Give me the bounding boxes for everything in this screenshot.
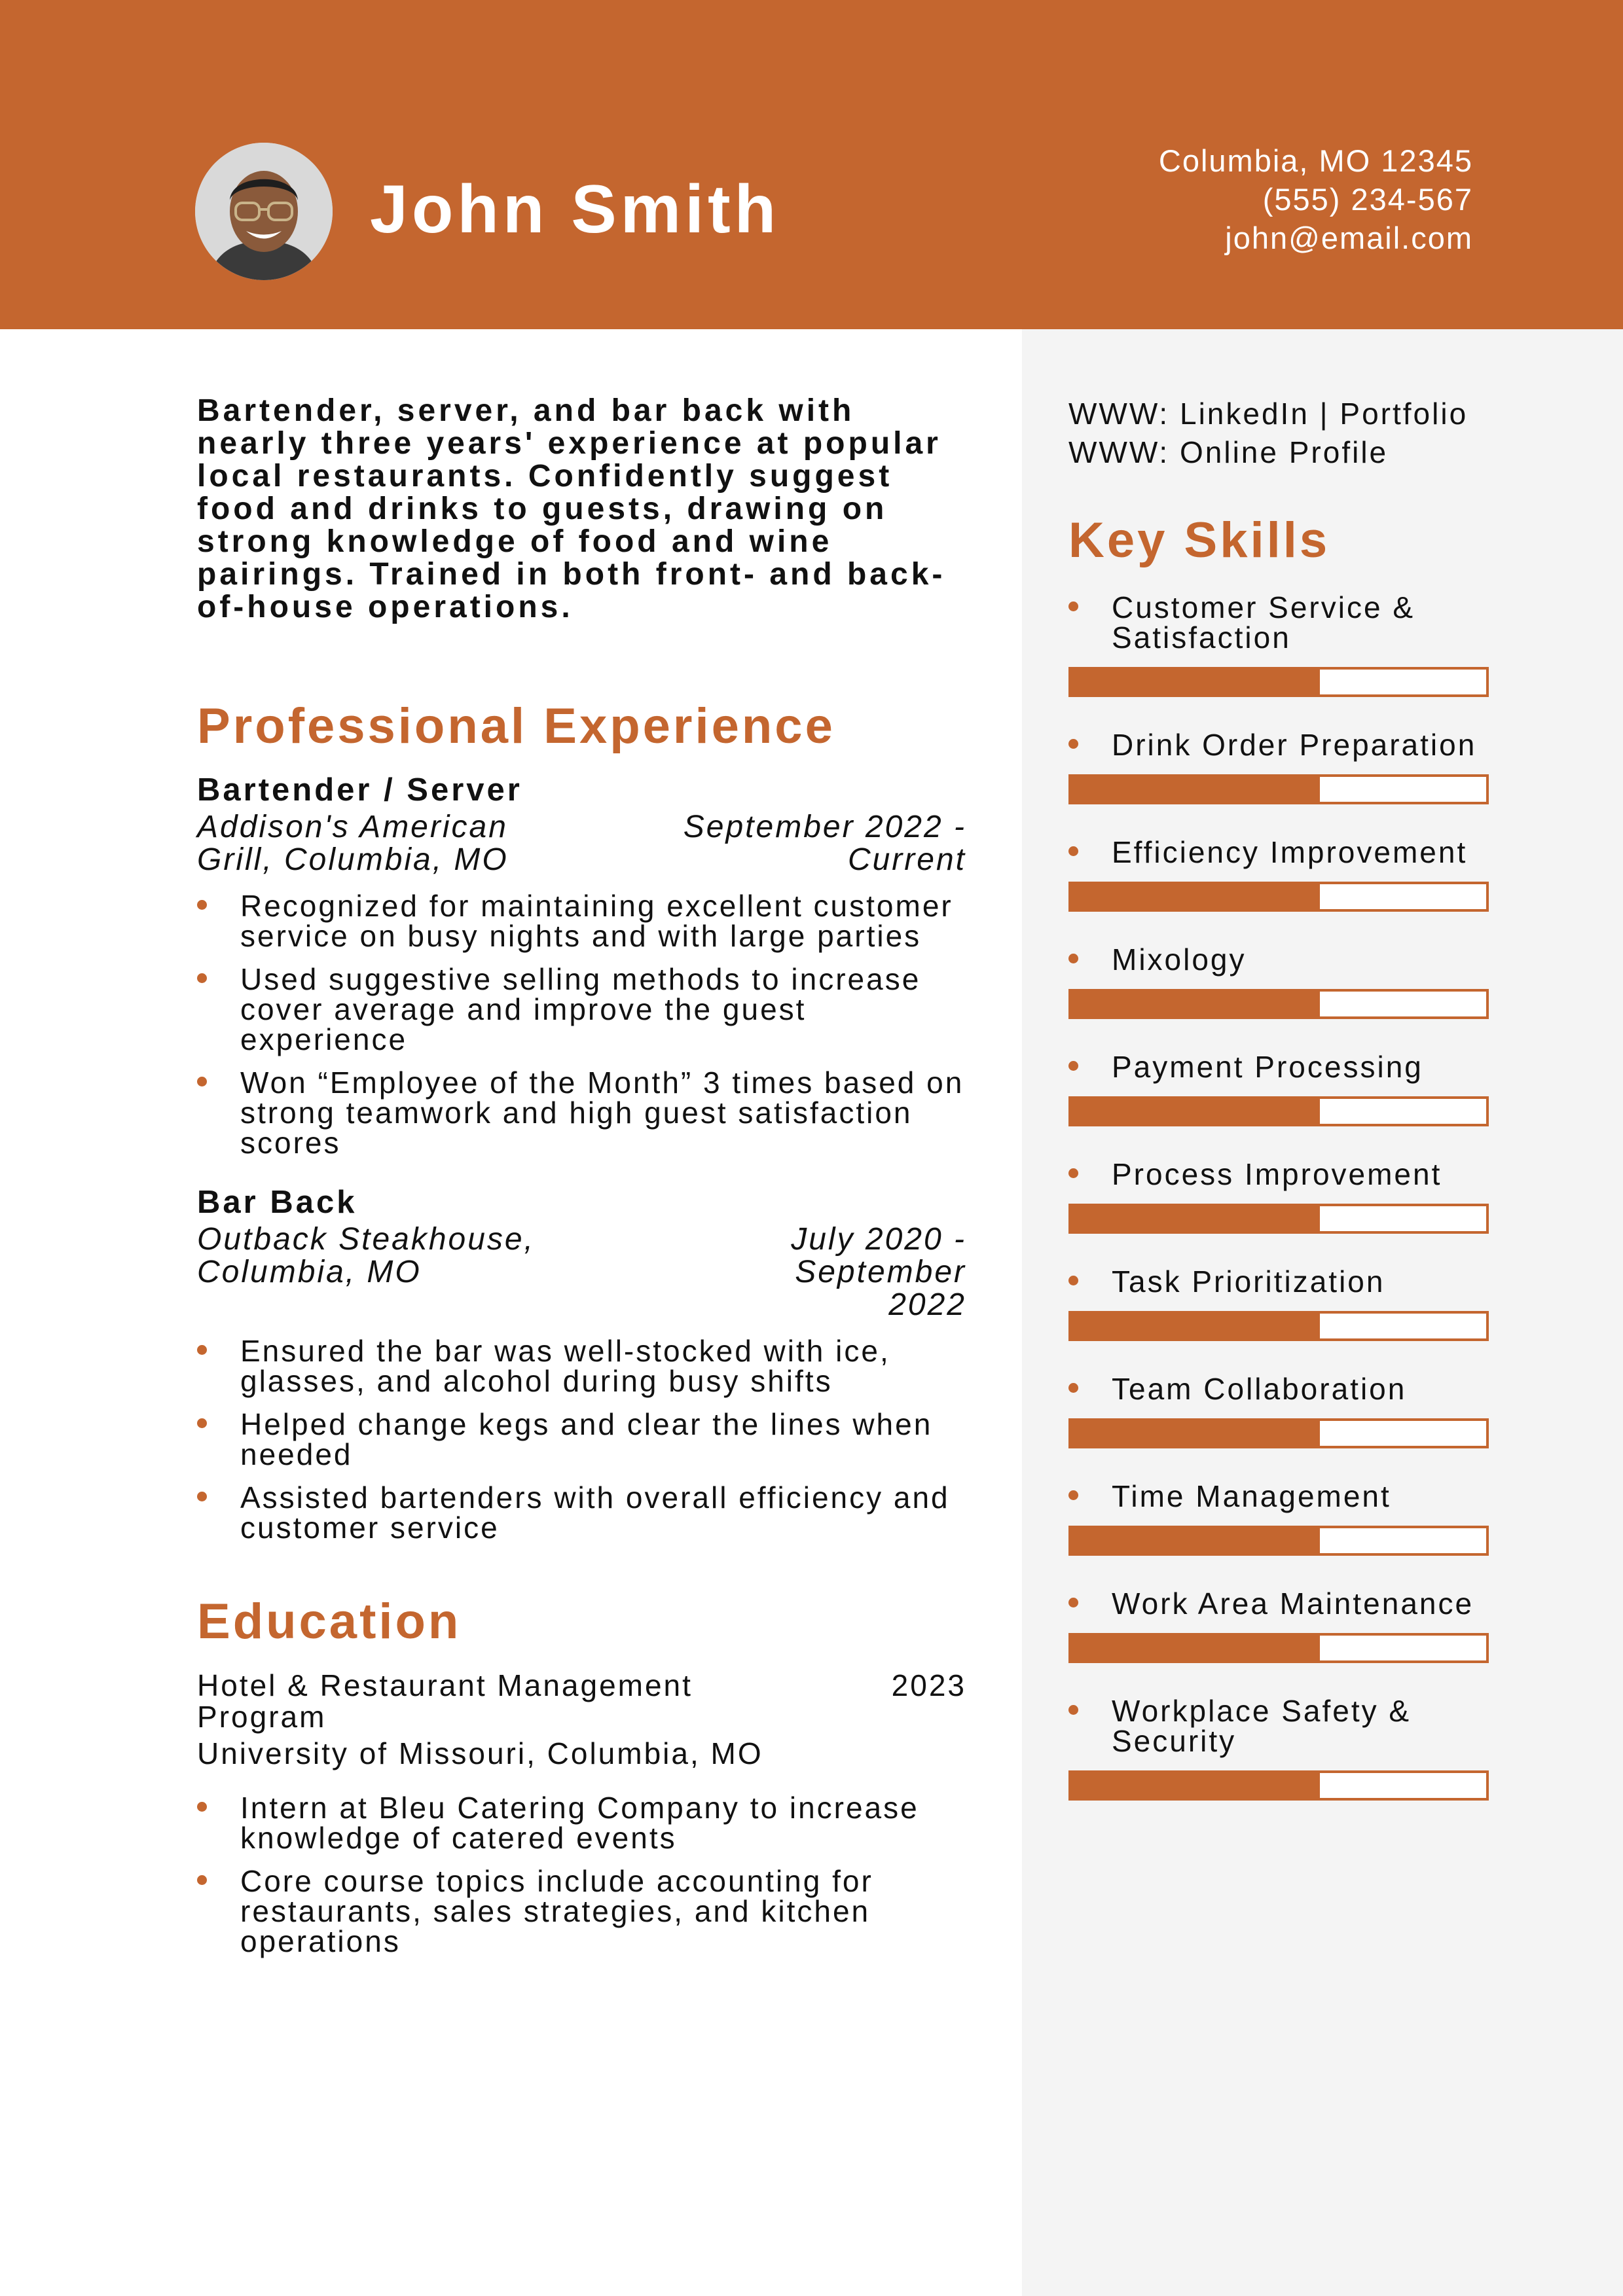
- bullet-text: Intern at Bleu Catering Company to increase knowledge of catered events: [240, 1791, 919, 1855]
- link-online-profile[interactable]: WWW: Online Profile: [1068, 435, 1389, 469]
- skill-level-fill: [1071, 1421, 1320, 1446]
- bullet-text: Helped change kegs and clear the lines when needed: [240, 1407, 933, 1471]
- skill-label-row: [1068, 592, 1487, 653]
- bullet-dot-icon: [1068, 1598, 1078, 1607]
- skill-level-bar: [1068, 1204, 1489, 1234]
- sidebar-column: [1068, 395, 1487, 1833]
- skill-label: Mixology: [1112, 942, 1247, 977]
- skills-section-title: Key Skills: [1068, 512, 1330, 568]
- job-employer: Addison's American Grill, Columbia, MO: [197, 810, 509, 877]
- skill-label: Work Area Maintenance: [1112, 1587, 1474, 1621]
- job-meta: [197, 811, 966, 876]
- skill-label: Process Improvement: [1112, 1157, 1442, 1191]
- experience-section-title: Professional Experience: [197, 698, 835, 754]
- list-item: [197, 1866, 966, 1956]
- education-program: Hotel & Restaurant Management Program: [197, 1668, 693, 1734]
- bullet-text: Core course topics include accounting for restaurants, sales strategies, and kitchen operations: [240, 1864, 873, 1958]
- email-link[interactable]: john@email.com: [1225, 221, 1473, 255]
- list-item: [197, 891, 966, 951]
- skill-label: Workplace Safety & Security: [1112, 1694, 1412, 1758]
- skill-level-bar: [1068, 1096, 1489, 1126]
- list-item: [197, 1067, 966, 1158]
- bullet-dot-icon: [197, 1802, 207, 1812]
- bullet-dot-icon: [1068, 1168, 1078, 1178]
- contact-info: [1159, 141, 1473, 257]
- skill-level-bar: [1068, 1633, 1489, 1663]
- list-item: [197, 964, 966, 1054]
- bullet-dot-icon: [1068, 954, 1078, 963]
- main-column: [197, 395, 966, 1969]
- job-title: Bartender / Server: [197, 772, 522, 808]
- skill-item: [1068, 1052, 1487, 1126]
- skill-label: Team Collaboration: [1112, 1372, 1407, 1406]
- skill-label: Drink Order Preparation: [1112, 728, 1477, 762]
- skill-item: [1068, 1159, 1487, 1234]
- skill-item: [1068, 1481, 1487, 1556]
- skill-level-bar: [1068, 1418, 1489, 1448]
- skill-label-row: [1068, 944, 1487, 975]
- skill-label: Payment Processing: [1112, 1050, 1423, 1084]
- skill-level-bar: [1068, 774, 1489, 804]
- bullet-dot-icon: [197, 1345, 207, 1355]
- skill-item: [1068, 837, 1487, 912]
- bullet-dot-icon: [1068, 1061, 1078, 1071]
- job-entry: [197, 770, 966, 1158]
- skill-level-bar: [1068, 667, 1489, 697]
- bullet-dot-icon: [1068, 1490, 1078, 1500]
- skill-label-row: [1068, 1588, 1487, 1619]
- bullet-text: Used suggestive selling methods to increase cover average and improve the guest experience: [240, 962, 921, 1056]
- job-title: Bar Back: [197, 1185, 357, 1220]
- avatar: [195, 143, 333, 280]
- bullet-dot-icon: [1068, 1276, 1078, 1285]
- skill-level-fill: [1071, 884, 1320, 909]
- bullet-dot-icon: [1068, 1705, 1078, 1715]
- list-item: [197, 1793, 966, 1853]
- skill-item: [1068, 1696, 1487, 1801]
- skill-level-fill: [1071, 1314, 1320, 1338]
- bullet-text: Won “Employee of the Month” 3 times based on strong teamwork and high guest satisfaction scores: [240, 1066, 964, 1160]
- skill-label-row: [1068, 1481, 1487, 1511]
- bullet-text: Assisted bartenders with overall efficiency and customer service: [240, 1480, 950, 1545]
- skill-label-row: [1068, 1052, 1487, 1082]
- job-employer: Outback Steakhouse, Columbia, MO: [197, 1222, 535, 1289]
- skill-label-row: [1068, 1696, 1487, 1756]
- bullet-text: Ensured the bar was well-stocked with ice, glasses, and alcohol during busy shifts: [240, 1334, 890, 1398]
- profile-photo: [195, 143, 333, 280]
- bullet-dot-icon: [1068, 739, 1078, 749]
- bullet-dot-icon: [197, 1492, 207, 1501]
- list-item: [197, 1409, 966, 1469]
- education-section-title: Education: [197, 1594, 462, 1649]
- skill-level-fill: [1071, 777, 1320, 802]
- list-item: [197, 1482, 966, 1543]
- education-year: 2023: [891, 1668, 966, 1702]
- bullet-dot-icon: [1068, 601, 1078, 611]
- job-bullets: [197, 891, 966, 1158]
- skill-item: [1068, 592, 1487, 697]
- candidate-name: John Smith: [370, 171, 780, 247]
- header-banner: [0, 0, 1623, 329]
- bullet-dot-icon: [1068, 1383, 1078, 1393]
- job-entry: [197, 1183, 966, 1543]
- skill-label-row: [1068, 1159, 1487, 1189]
- skill-item: [1068, 1266, 1487, 1341]
- skill-level-bar: [1068, 1770, 1489, 1801]
- skill-level-fill: [1071, 992, 1320, 1016]
- skill-level-fill: [1071, 1773, 1320, 1798]
- skill-item: [1068, 944, 1487, 1019]
- skill-label-row: [1068, 730, 1487, 760]
- bullet-dot-icon: [197, 1418, 207, 1428]
- skill-level-bar: [1068, 1311, 1489, 1341]
- education-school: University of Missouri, Columbia, MO: [197, 1736, 763, 1770]
- skill-item: [1068, 730, 1487, 804]
- skill-item: [1068, 1374, 1487, 1448]
- job-bullets: [197, 1336, 966, 1543]
- job-meta: [197, 1223, 966, 1321]
- summary-text: Bartender, server, and bar back with nearly three years' experience at popular local restaurants. Confidently suggest food and drinks to guests, drawing on strong knowledge of food and wine pairings. Trained in both front- and back-of-house operations.: [197, 393, 946, 624]
- education-bullets: [197, 1793, 966, 1956]
- bullet-dot-icon: [197, 900, 207, 910]
- skill-label: Time Management: [1112, 1479, 1391, 1513]
- skill-label-row: [1068, 837, 1487, 867]
- skill-label-row: [1068, 1266, 1487, 1297]
- job-dates: September 2022 - Current: [683, 810, 966, 877]
- education-entry: [197, 1670, 966, 1956]
- skill-level-bar: [1068, 882, 1489, 912]
- bullet-text: Recognized for maintaining excellent customer service on busy nights and with large parties: [240, 889, 953, 953]
- skill-level-fill: [1071, 1206, 1320, 1231]
- bullet-dot-icon: [197, 1875, 207, 1885]
- skill-label: Task Prioritization: [1112, 1265, 1385, 1299]
- list-item: [197, 1336, 966, 1396]
- skill-item: [1068, 1588, 1487, 1663]
- skill-level-fill: [1071, 670, 1320, 694]
- skill-label: Customer Service & Satisfaction: [1112, 590, 1415, 655]
- skill-label: Efficiency Improvement: [1112, 835, 1468, 869]
- skill-level-fill: [1071, 1099, 1320, 1124]
- skill-label-row: [1068, 1374, 1487, 1404]
- skill-level-bar: [1068, 1526, 1489, 1556]
- skill-level-fill: [1071, 1528, 1320, 1553]
- bullet-dot-icon: [197, 1077, 207, 1086]
- link-linkedin-portfolio[interactable]: WWW: LinkedIn | Portfolio: [1068, 397, 1468, 431]
- education-row: [197, 1670, 966, 1732]
- job-dates: July 2020 - September 2022: [791, 1222, 966, 1322]
- bullet-dot-icon: [1068, 846, 1078, 856]
- bullet-dot-icon: [197, 973, 207, 983]
- skill-level-fill: [1071, 1636, 1320, 1660]
- skills-list: [1068, 592, 1487, 1801]
- phone-text: (555) 234-567: [1262, 182, 1473, 217]
- location-text: Columbia, MO 12345: [1158, 143, 1473, 178]
- skill-level-bar: [1068, 989, 1489, 1019]
- web-links: [1068, 395, 1487, 472]
